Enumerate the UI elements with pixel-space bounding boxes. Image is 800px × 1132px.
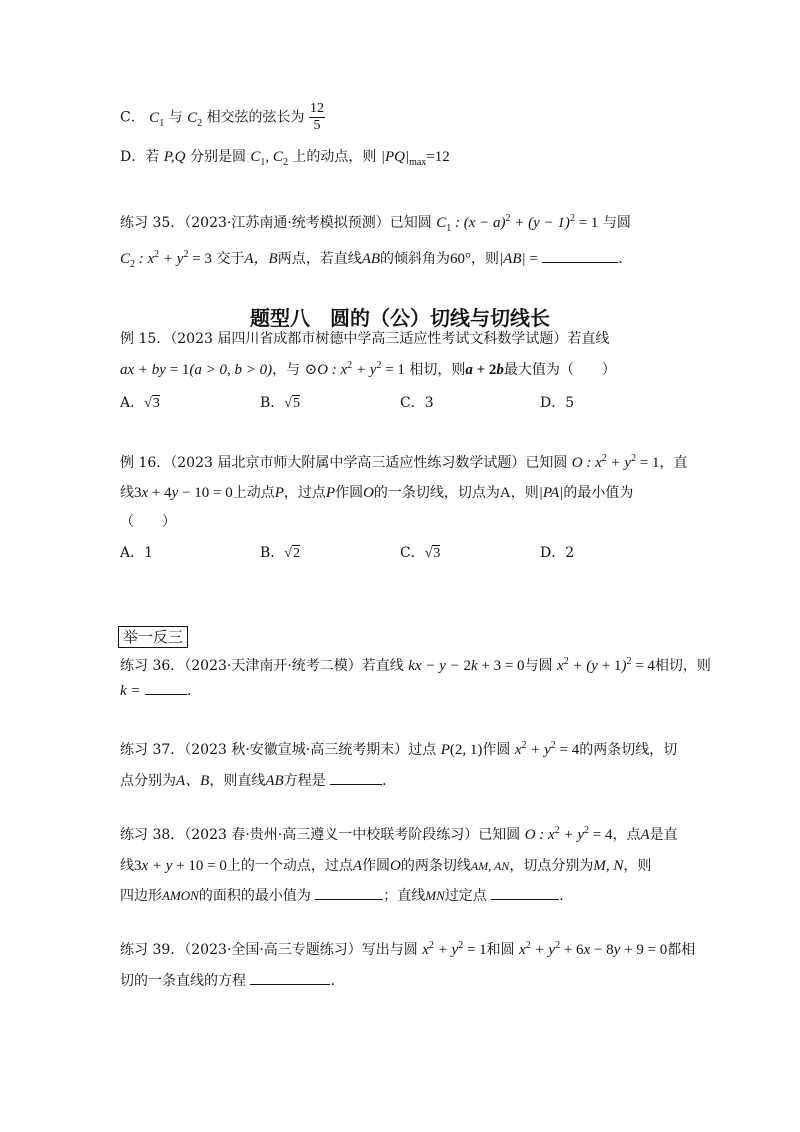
ex16-text7: ，则	[510, 485, 539, 501]
ex38-text11: ；直线	[383, 888, 426, 904]
math-a: A	[640, 827, 650, 843]
ex37-line1	[120, 736, 677, 760]
math-point-p: P(2, 1)	[440, 742, 483, 758]
math-ab: AB	[265, 773, 284, 789]
math-circle-o: O : $x^2 + y^2 = 4$	[524, 825, 613, 843]
math-c1: $C_1$	[149, 109, 165, 129]
ex15-line2	[120, 356, 616, 380]
ex37-text5: 方程是	[283, 773, 326, 789]
math-k: k =	[120, 683, 141, 699]
ex39-line2	[120, 970, 344, 991]
ex37-points: A、B	[176, 773, 210, 789]
math-p: P	[274, 485, 284, 501]
ex15-option-c[interactable]: C．3	[400, 395, 434, 411]
math-line-eq: ax + by = 1	[120, 362, 190, 378]
ex16-text: ，直	[659, 455, 688, 471]
answer-blank	[250, 970, 330, 985]
ex37-source: （2023 秋·安徽宣城·高三统考期末）过点	[184, 742, 437, 758]
ex39-text2: 都相	[667, 942, 696, 958]
option-label: C．	[400, 545, 425, 561]
ex36-text: 与圆	[524, 658, 553, 674]
radicand: 2	[292, 546, 300, 561]
radicand: 3	[433, 546, 441, 561]
ex37-label: 练习 37．	[120, 742, 185, 758]
ex16-option-b[interactable]	[260, 542, 300, 562]
ex39-label: 练习 39．	[120, 942, 185, 958]
ex38-end: ．	[559, 888, 574, 904]
ex35-text2: 与圆	[602, 215, 631, 231]
ex16-text4: ，过点	[283, 485, 326, 501]
ex38-text5: 作圆	[362, 858, 391, 874]
math-am-an: AM, AN	[470, 859, 510, 873]
ex35-line1	[120, 209, 631, 239]
ex38-text2: 是直	[649, 827, 678, 843]
ex37-end: ．	[382, 773, 397, 789]
math-a: A	[352, 858, 363, 874]
ex35-text4: 两点，若直线	[277, 251, 362, 267]
ex16-text6: 的一条切线，切点为	[373, 485, 500, 501]
math-circle: $x^2 + (y + 1)^2 = 4$	[557, 656, 655, 674]
fraction-den: 5	[313, 118, 321, 133]
ex15-line1	[120, 329, 609, 349]
ex16-option-d[interactable]: D．2	[540, 545, 575, 561]
ex35-source: （2023·江苏南通·统考模拟预测）	[184, 215, 390, 231]
ex35-points: A，B	[244, 251, 278, 267]
sqrt: √3	[424, 546, 441, 561]
ex38-label: 练习 38．	[120, 827, 185, 843]
option-d-text: 分别是圆	[189, 149, 246, 165]
ex37-text2: 的两条切线，切	[579, 742, 678, 758]
fraction	[309, 101, 325, 134]
ex16-option-a[interactable]: A．1	[120, 545, 154, 561]
option-c	[120, 101, 325, 134]
math-c1c2: $C_1$, $C_2$	[250, 149, 288, 168]
ex35-angle: 60°	[450, 251, 472, 267]
math-cond: (a > 0, b > 0)	[189, 362, 273, 378]
radicand: 3	[152, 396, 160, 411]
math-line-eq: 3x + y + 10 = 0	[134, 858, 227, 874]
answer-blank	[145, 680, 187, 695]
option-d-prefix: D．若	[120, 149, 160, 165]
math-pa: |PA|	[538, 485, 564, 501]
ex15-text: ，与	[272, 362, 301, 378]
math-circle1: $x^2 + y^2 = 1$	[422, 940, 487, 958]
answer-blank	[330, 770, 382, 785]
math-amon: AMON	[162, 888, 199, 903]
ex38-line1	[120, 821, 678, 845]
ex38-text6: 的两条切线	[400, 858, 471, 874]
ex16-option-c[interactable]	[400, 542, 440, 562]
math-circle2: $x^2 + y^2 + 6x - 8y + 9 = 0$	[519, 940, 668, 958]
ex38-text9: 四边形	[120, 888, 162, 904]
math-line-eq: kx − y − 2k + 3 = 0	[408, 658, 525, 674]
ex15-option-b[interactable]	[260, 392, 300, 412]
ex16-text5: 作圆	[335, 485, 364, 501]
ex36-text2: 相切，则	[654, 658, 711, 674]
option-c-prefix: C．	[120, 109, 145, 126]
ex39-text: 和圆	[486, 942, 515, 958]
ex35-label: 练习 35．	[120, 215, 185, 231]
ex37-text4: ，则直线	[209, 773, 266, 789]
ex38-text4: 上的一个动点，过点	[226, 858, 353, 874]
answer-blank	[491, 885, 559, 900]
ex15-source: （2023 届四川省成都市树德中学高三适应性考试文科数学试题）若直线	[170, 331, 610, 347]
math-circle-o: ⊙O : $x^2 + y^2 = 1$	[304, 360, 405, 378]
math-circle: $x^2 + y^2 = 4$	[514, 740, 580, 758]
ex35-text5: 的倾斜角为	[380, 251, 451, 267]
section-heading: 题型八 圆的（公）切线与切线长	[250, 306, 550, 330]
ex39-text3: 切的一条直线的方程	[120, 973, 246, 989]
ex15-option-a[interactable]	[120, 392, 160, 412]
math-a2b: a + 2b	[465, 362, 504, 378]
ex16-paren: （ ）	[120, 514, 176, 530]
ex37-text: 作圆	[482, 742, 511, 758]
ex35-text3: 交于	[216, 251, 245, 267]
ex38-text8: ，则	[623, 858, 652, 874]
ex15-label: 例 15．	[120, 331, 171, 347]
option-c-text2: 相交弦的弦长为	[206, 109, 305, 126]
math-circle-c1: $C_1$ : $(x - a)^2 + (y - 1)^2 = 1$	[436, 213, 599, 234]
ex16-line1	[120, 449, 688, 473]
option-label: B．	[260, 545, 285, 561]
ex38-text: ，点	[612, 827, 641, 843]
ex35-end: ．	[618, 251, 633, 267]
ex38-text7: ，切点分别为	[509, 858, 594, 874]
ex36-end: ．	[186, 683, 201, 699]
math-pq-max: $|PQ|_{max}$	[380, 149, 427, 168]
answer-blank	[542, 248, 618, 263]
radicand: 5	[292, 396, 300, 411]
ex39-line1	[120, 936, 695, 960]
math-pq: P,Q	[163, 149, 186, 165]
math-a: A	[499, 485, 511, 501]
option-label: A．	[120, 395, 145, 411]
math-mn-points: M, N	[593, 858, 624, 874]
ex16-source: （2023 届北京市师大附属中学高三适应性练习数学试题）已知圆	[170, 455, 568, 471]
ex36-line1	[120, 652, 711, 676]
math-o: O	[363, 485, 374, 501]
ex15-text3: 最大值为（ ）	[503, 362, 616, 378]
math-mn: MN	[425, 888, 445, 903]
ex38-text3: 线	[120, 858, 134, 874]
ex38-line2	[120, 856, 651, 876]
ex16-text2: 线	[120, 485, 134, 501]
math-circle-o: O : $x^2 + y^2 = 1$	[571, 453, 660, 471]
math-o: O	[390, 858, 401, 874]
option-c-text: 与	[168, 109, 183, 126]
ex35-text: 已知圆	[389, 215, 432, 231]
ex36-label: 练习 36．	[120, 658, 185, 674]
ex37-line2	[120, 770, 396, 791]
ex15-text2: 相切，则	[409, 362, 466, 378]
answer-blank	[315, 885, 383, 900]
ex37-text3: 点分别为	[120, 773, 176, 789]
math-value: =12	[426, 149, 450, 165]
ex35-text6: ，则	[471, 251, 500, 267]
option-d	[120, 147, 450, 173]
math-ab-abs: |AB| =	[499, 251, 538, 267]
option-label: B．	[260, 395, 285, 411]
fraction-num: 12	[310, 101, 325, 116]
ex15-option-d[interactable]: D．5	[540, 395, 575, 411]
ex36-source: （2023·天津南开·统考二模）若直线	[184, 658, 404, 674]
ex16-line2	[120, 483, 633, 503]
sqrt: √2	[284, 546, 300, 561]
ex36-line2	[120, 680, 201, 701]
option-d-text2: 上的动点，则	[292, 149, 377, 165]
math-circle-c2: $C_2$ : $x^2 + y^2 = 3$	[120, 249, 212, 270]
ex16-text3: 上动点	[232, 485, 275, 501]
sqrt: √5	[284, 396, 300, 411]
ex16-text8: 的最小值为	[563, 485, 634, 501]
ex38-text12: 过定点	[444, 888, 487, 904]
practice-box-title: 举一反三	[118, 626, 188, 648]
ex39-source: （2023·全国·高三专题练习）写出与圆	[184, 942, 418, 958]
sqrt: √3	[144, 396, 160, 411]
math-c2: $C_2$	[187, 109, 203, 129]
math-p: P	[325, 485, 336, 501]
ex35-line2	[120, 245, 632, 275]
ex38-text10: 的面积的最小值为	[198, 888, 311, 904]
ex38-line3	[120, 885, 573, 906]
ex38-source: （2023 春·贵州·高三遵义一中校联考阶段练习）已知圆	[184, 827, 521, 843]
ex39-end: ．	[330, 973, 345, 989]
ex35-line: AB	[361, 251, 381, 267]
ex16-label: 例 16．	[120, 455, 171, 471]
math-line-eq: 3x + 4y − 10 = 0	[134, 485, 233, 501]
